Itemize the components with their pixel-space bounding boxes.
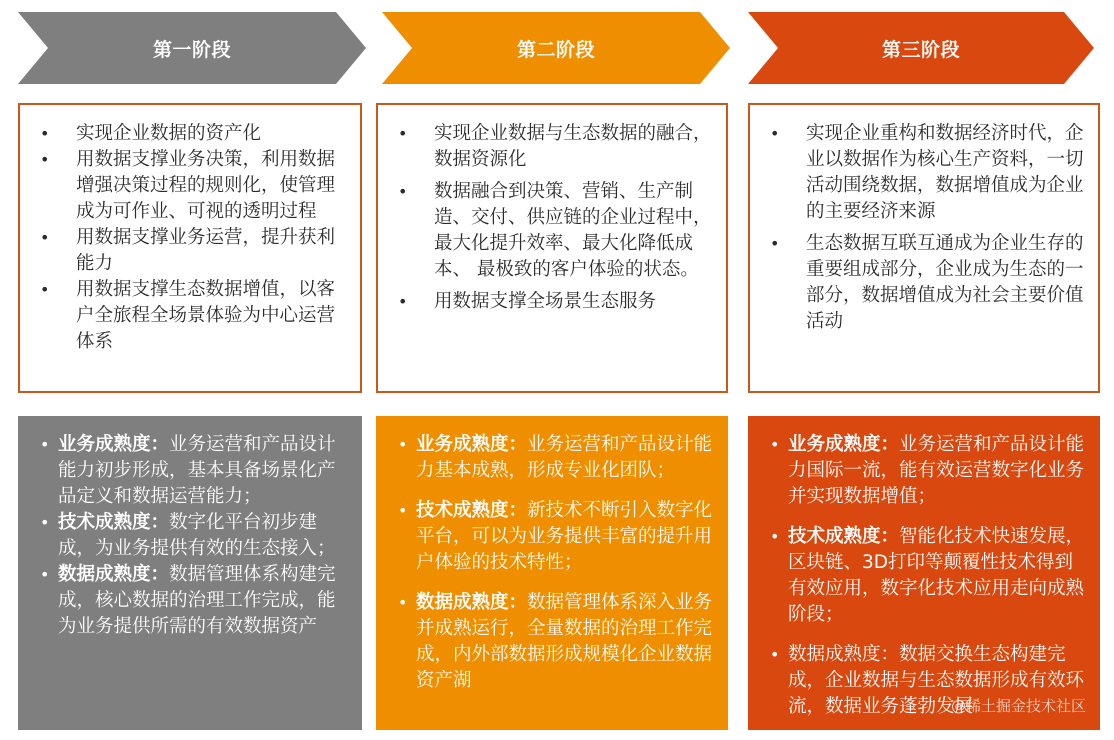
stage-3-title: 第三阶段	[881, 38, 960, 61]
description-item: • 用数据支撑全场景生态服务	[390, 289, 712, 315]
bullet-icon: •	[398, 593, 408, 612]
bullet-icon: •	[770, 124, 780, 143]
bullet-icon: •	[40, 565, 50, 584]
stage-2-title: 第二阶段	[516, 38, 595, 61]
maturity-item: • 数据成熟度：数据管理体系构建完成，核心数据的治理工作完成，能为业务提供所需的有效数据资产	[40, 564, 336, 637]
bullet-icon: •	[40, 124, 50, 143]
description-item: • 生态数据互联互通成为企业生存的重要组成部分，企业成为生态的一部分，数据增值成为社会主要价值活动	[770, 233, 1084, 332]
bullet-icon: •	[40, 150, 50, 169]
maturity-item: • 技术成熟度：新技术不断引入数字化平台，可以为业务提供丰富的提升用户体验的技术特性；	[398, 500, 713, 573]
maturity-item: • 数据成熟度：数据交换生态构建完成，企业数据与生态数据形成有效环流，数据业务蓬勃发展	[770, 644, 1085, 717]
bullet-icon: •	[770, 435, 780, 454]
bullet-icon: •	[770, 234, 780, 253]
maturity-item: • 数据成熟度：数据管理体系深入业务并成熟运行，全量数据的治理工作完成，内外部数据形成规模化企业数据资产湖	[398, 592, 713, 691]
bullet-icon: •	[398, 435, 408, 454]
bullet-icon: •	[40, 435, 50, 454]
maturity-item: • 业务成熟度：业务运营和产品设计能力基本成熟，形成专业化团队；	[398, 434, 713, 481]
description-item: • 实现企业数据与生态数据的融合，数据资源化	[398, 123, 712, 170]
stage-3-description-list	[762, 121, 1084, 335]
stage-3-maturity-list	[760, 432, 1086, 720]
description-item: • 实现企业数据的资产化	[32, 121, 346, 147]
bullet-icon: •	[770, 527, 780, 546]
bullet-icon: •	[398, 501, 408, 520]
stage-3-arrow	[748, 12, 1094, 84]
bullet-icon: •	[40, 228, 50, 247]
maturity-item: • 技术成熟度：数字化平台初步建成，为业务提供有效的生态接入；	[40, 512, 336, 559]
stage-3-maturity-box	[748, 416, 1100, 730]
stage-1-title: 第一阶段	[152, 38, 231, 61]
bullet-icon: •	[398, 182, 408, 201]
stage-3-description-box	[748, 103, 1100, 393]
description-item: • 用数据支撑业务运营，提升获利能力	[40, 227, 336, 274]
bullet-icon: •	[398, 292, 408, 311]
bullet-icon: •	[770, 645, 780, 664]
description-item: • 实现企业重构和数据经济时代，企业以数据作为核心生产资料，一切活动围绕数据，数据增值成为企业的主要经济来源	[770, 123, 1084, 222]
maturity-item: • 业务成熟度：业务运营和产品设计能力初步形成，基本具备场景化产品定义和数据运营能力；	[40, 434, 336, 507]
description-item: • 用数据支撑业务决策，利用数据增强决策过程的规则化，使管理成为可作业、可视的透明过程	[40, 149, 336, 222]
maturity-item: • 技术成熟度：智能化技术快速发展，区块链、3D打印等颠覆性技术得到有效应用，数字化技术应用走向成熟阶段；	[770, 526, 1085, 625]
watermark: @稀土掘金技术社区	[950, 697, 1086, 715]
description-item: • 数据融合到决策、营销、生产制造、交付、供应链的企业过程中，最大化提升效率、最大化降低成本、 最极致的客户体验的状态。	[398, 181, 712, 280]
bullet-icon: •	[40, 280, 50, 299]
maturity-item: • 业务成熟度：业务运营和产品设计能力国际一流，能有效运营数字化业务并实现数据增值；	[770, 434, 1085, 507]
bullet-icon: •	[398, 124, 408, 143]
bullet-icon: •	[40, 513, 50, 532]
description-item: • 用数据支撑生态数据增值，以客户全旅程全场景体验为中心运营体系	[40, 279, 336, 352]
